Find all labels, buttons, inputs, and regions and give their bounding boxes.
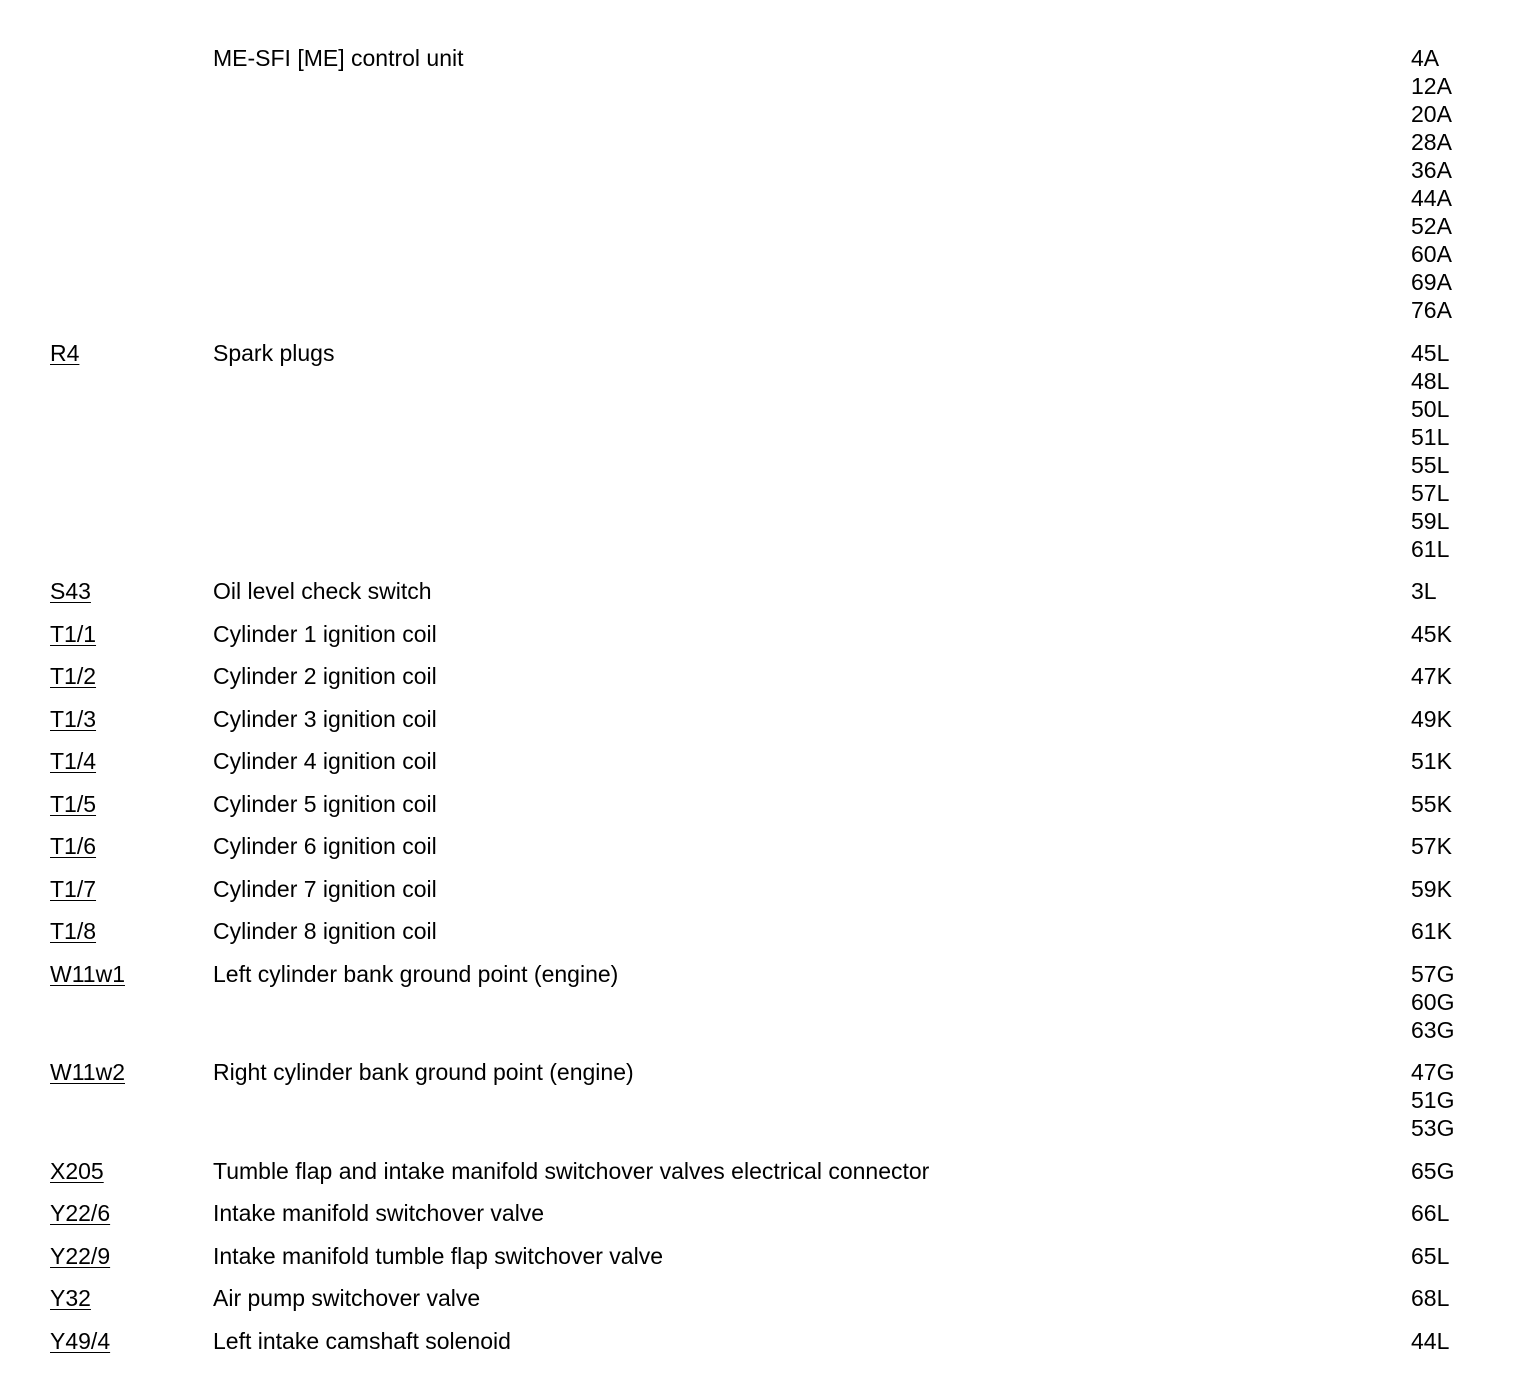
grid-locations <box>1411 790 1452 818</box>
legend-row <box>0 705 1520 748</box>
grid-location: 65L <box>1411 1242 1450 1269</box>
grid-locations <box>1411 747 1452 775</box>
grid-location: 3L <box>1411 578 1437 604</box>
component-code-link[interactable]: Y22/9 <box>50 1242 111 1269</box>
grid-location: 49K <box>1411 705 1452 732</box>
grid-location: 65G <box>1411 1157 1455 1184</box>
legend-row <box>0 875 1520 918</box>
grid-locations <box>1411 705 1452 733</box>
component-description: Spark plugs <box>213 339 335 366</box>
grid-location: 76A <box>1411 297 1452 323</box>
grid-locations <box>1411 1327 1449 1355</box>
component-description: Air pump switchover valve <box>213 1285 481 1311</box>
grid-location: 60A <box>1411 241 1452 267</box>
component-description: Cylinder 7 ignition coil <box>213 875 437 902</box>
component-description: Oil level check switch <box>213 578 432 604</box>
grid-location: 51L <box>1411 423 1450 450</box>
grid-location: 45L <box>1411 339 1450 366</box>
grid-locations <box>1411 917 1452 945</box>
grid-location: 44A <box>1411 185 1452 211</box>
grid-location: 59K <box>1411 875 1452 902</box>
component-description: Intake manifold tumble flap switchover valve <box>213 1242 663 1269</box>
component-description: Cylinder 2 ignition coil <box>213 663 437 689</box>
grid-locations <box>1411 577 1437 605</box>
legend-row <box>0 1284 1520 1327</box>
grid-locations <box>1411 339 1449 563</box>
component-code-link[interactable]: T1/1 <box>50 620 97 647</box>
component-code-link[interactable]: W11w2 <box>50 1059 125 1085</box>
grid-locations <box>1411 44 1452 324</box>
grid-location: 68L <box>1411 1285 1450 1311</box>
component-code-link[interactable]: X205 <box>50 1157 104 1184</box>
grid-location: 51K <box>1411 748 1452 774</box>
component-description: Tumble flap and intake manifold switchover valves electrical connector <box>213 1157 930 1184</box>
grid-location: 47G <box>1411 1059 1455 1085</box>
grid-locations <box>1411 1242 1449 1270</box>
grid-locations <box>1411 1284 1449 1312</box>
grid-location: 53G <box>1411 1115 1455 1141</box>
component-description: Cylinder 8 ignition coil <box>213 918 437 944</box>
component-description: Intake manifold switchover valve <box>213 1200 545 1226</box>
grid-locations <box>1411 1157 1454 1185</box>
grid-locations <box>1411 832 1452 860</box>
grid-locations <box>1411 620 1452 648</box>
grid-locations <box>1411 1058 1454 1142</box>
component-code-link[interactable]: Y49/4 <box>50 1327 111 1354</box>
grid-location: 66L <box>1411 1200 1450 1226</box>
component-code-link[interactable]: Y22/6 <box>50 1200 111 1226</box>
component-code-link[interactable]: T1/4 <box>50 748 97 774</box>
legend-row <box>0 662 1520 705</box>
grid-location: 47K <box>1411 663 1452 689</box>
grid-location: 52A <box>1411 213 1452 239</box>
legend-row <box>0 917 1520 960</box>
component-legend <box>0 44 1520 1369</box>
grid-location: 50L <box>1411 395 1450 422</box>
legend-row <box>0 832 1520 875</box>
grid-location: 36A <box>1411 157 1452 183</box>
component-code-link[interactable]: T1/5 <box>50 790 97 817</box>
grid-location: 55L <box>1411 451 1450 478</box>
component-description: ME-SFI [ME] control unit <box>213 45 464 71</box>
grid-location: 44L <box>1411 1327 1450 1354</box>
component-description: Cylinder 6 ignition coil <box>213 833 437 859</box>
grid-location: 4A <box>1411 45 1440 71</box>
component-code-link[interactable]: T1/7 <box>50 875 97 902</box>
grid-location: 57G <box>1411 960 1455 987</box>
legend-row <box>0 747 1520 790</box>
component-description: Left intake camshaft solenoid <box>213 1327 511 1354</box>
legend-row <box>0 790 1520 833</box>
component-description: Cylinder 4 ignition coil <box>213 748 437 774</box>
grid-location: 61L <box>1411 535 1450 562</box>
component-description: Cylinder 5 ignition coil <box>213 790 437 817</box>
legend-row <box>0 44 1520 339</box>
grid-location: 57L <box>1411 479 1450 506</box>
grid-locations <box>1411 662 1452 690</box>
component-description: Left cylinder bank ground point (engine) <box>213 960 619 987</box>
legend-row <box>0 339 1520 578</box>
grid-location: 55K <box>1411 790 1452 817</box>
grid-location: 20A <box>1411 101 1452 127</box>
legend-row <box>0 1327 1520 1370</box>
grid-location: 45K <box>1411 620 1452 647</box>
legend-row <box>0 620 1520 663</box>
component-description: Cylinder 3 ignition coil <box>213 705 437 732</box>
component-description: Cylinder 1 ignition coil <box>213 620 437 647</box>
legend-row <box>0 1199 1520 1242</box>
component-code-link[interactable]: T1/6 <box>50 833 97 859</box>
grid-location: 69A <box>1411 269 1452 295</box>
legend-row <box>0 577 1520 620</box>
grid-locations <box>1411 875 1452 903</box>
grid-location: 60G <box>1411 988 1455 1015</box>
component-code-link[interactable]: W11w1 <box>50 960 125 987</box>
component-code-link[interactable]: T1/8 <box>50 918 97 944</box>
grid-location: 51G <box>1411 1087 1455 1113</box>
component-code-link[interactable]: T1/2 <box>50 663 97 689</box>
grid-location: 57K <box>1411 833 1452 859</box>
component-description: Right cylinder bank ground point (engine) <box>213 1059 634 1085</box>
grid-location: 12A <box>1411 73 1452 99</box>
component-code-link[interactable]: T1/3 <box>50 705 97 732</box>
grid-location: 28A <box>1411 129 1452 155</box>
legend-row <box>0 1242 1520 1285</box>
legend-row <box>0 960 1520 1059</box>
grid-location: 48L <box>1411 367 1450 394</box>
grid-location: 63G <box>1411 1016 1455 1043</box>
component-code-link[interactable]: R4 <box>50 339 80 366</box>
legend-row <box>0 1058 1520 1157</box>
component-code-link[interactable]: Y32 <box>50 1285 91 1311</box>
grid-locations <box>1411 1199 1449 1227</box>
grid-location: 61K <box>1411 918 1452 944</box>
component-code-link[interactable]: S43 <box>50 578 91 604</box>
grid-location: 59L <box>1411 507 1450 534</box>
legend-row <box>0 1157 1520 1200</box>
grid-locations <box>1411 960 1454 1044</box>
